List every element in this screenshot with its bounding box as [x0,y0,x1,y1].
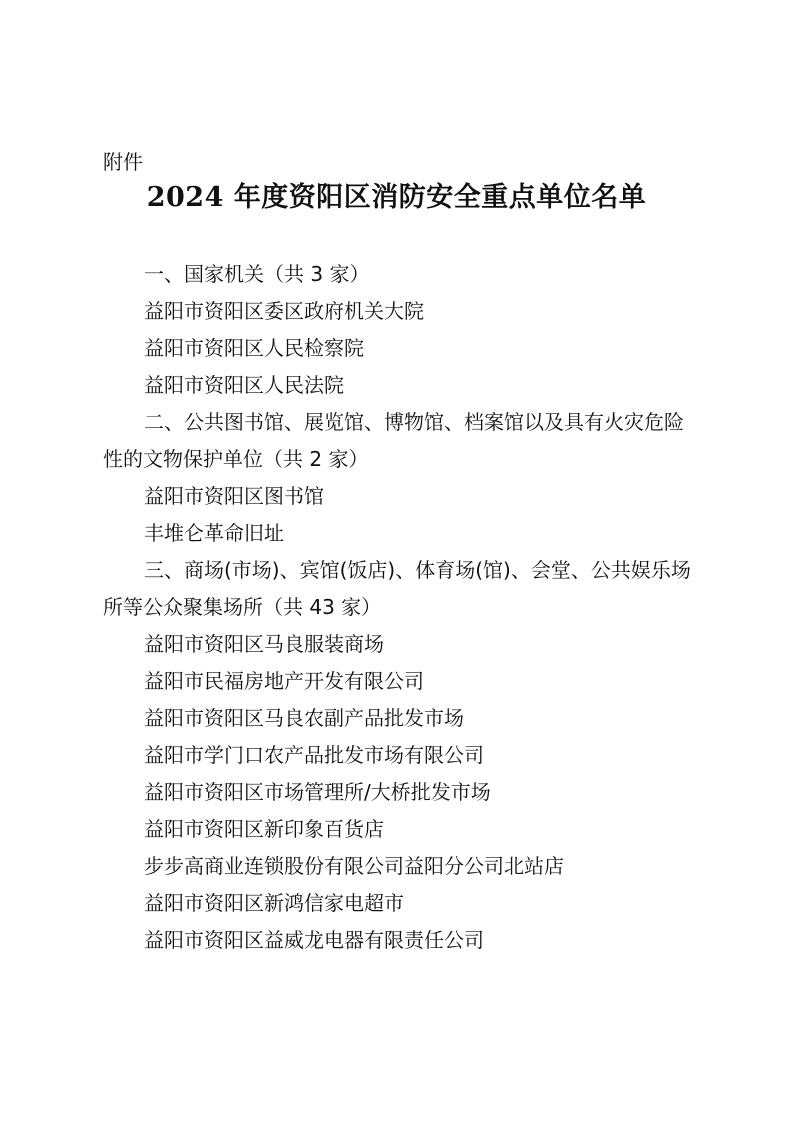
unit-entry: 益阳市资阳区新鸿信家电超市 [144,891,404,915]
unit-entry: 益阳市资阳区人民法院 [144,373,344,397]
unit-entry: 益阳市学门口农产品批发市场有限公司 [144,743,484,767]
section-public-gathering-places [103,552,703,959]
unit-entry: 益阳市资阳区新印象百货店 [144,817,384,841]
unit-entry: 益阳市资阳区益威龙电器有限责任公司 [144,928,484,952]
unit-entry: 益阳市资阳区市场管理所/大桥批发市场 [144,780,491,804]
unit-entry: 丰堆仑革命旧址 [144,521,284,545]
unit-entry: 益阳市民福房地产开发有限公司 [144,669,424,693]
section-government-agencies [103,256,703,404]
section-heading: 三、商场(市场)、宾馆(饭店)、体育场(馆)、会堂、公共娱乐场所等公众聚集场所（共 43 家） [103,558,691,619]
unit-entry: 益阳市资阳区图书馆 [144,484,324,508]
unit-entry: 益阳市资阳区马良农副产品批发市场 [144,706,464,730]
unit-list [103,256,703,959]
section-heading: 二、公共图书馆、展览馆、博物馆、档案馆以及具有火灾危险性的文物保护单位（共 2 家） [103,410,684,471]
section-cultural-institutions [103,404,703,552]
document-title: 2024 年度资阳区消防安全重点单位名单 [146,182,647,213]
unit-entry: 益阳市资阳区马良服装商场 [144,632,384,656]
attachment-label: 附件 [103,150,143,174]
unit-entry: 步步高商业连锁股份有限公司益阳分公司北站店 [144,854,564,878]
unit-entry: 益阳市资阳区人民检察院 [144,336,364,360]
section-heading: 一、国家机关（共 3 家） [144,262,370,286]
unit-entry: 益阳市资阳区委区政府机关大院 [144,299,424,323]
